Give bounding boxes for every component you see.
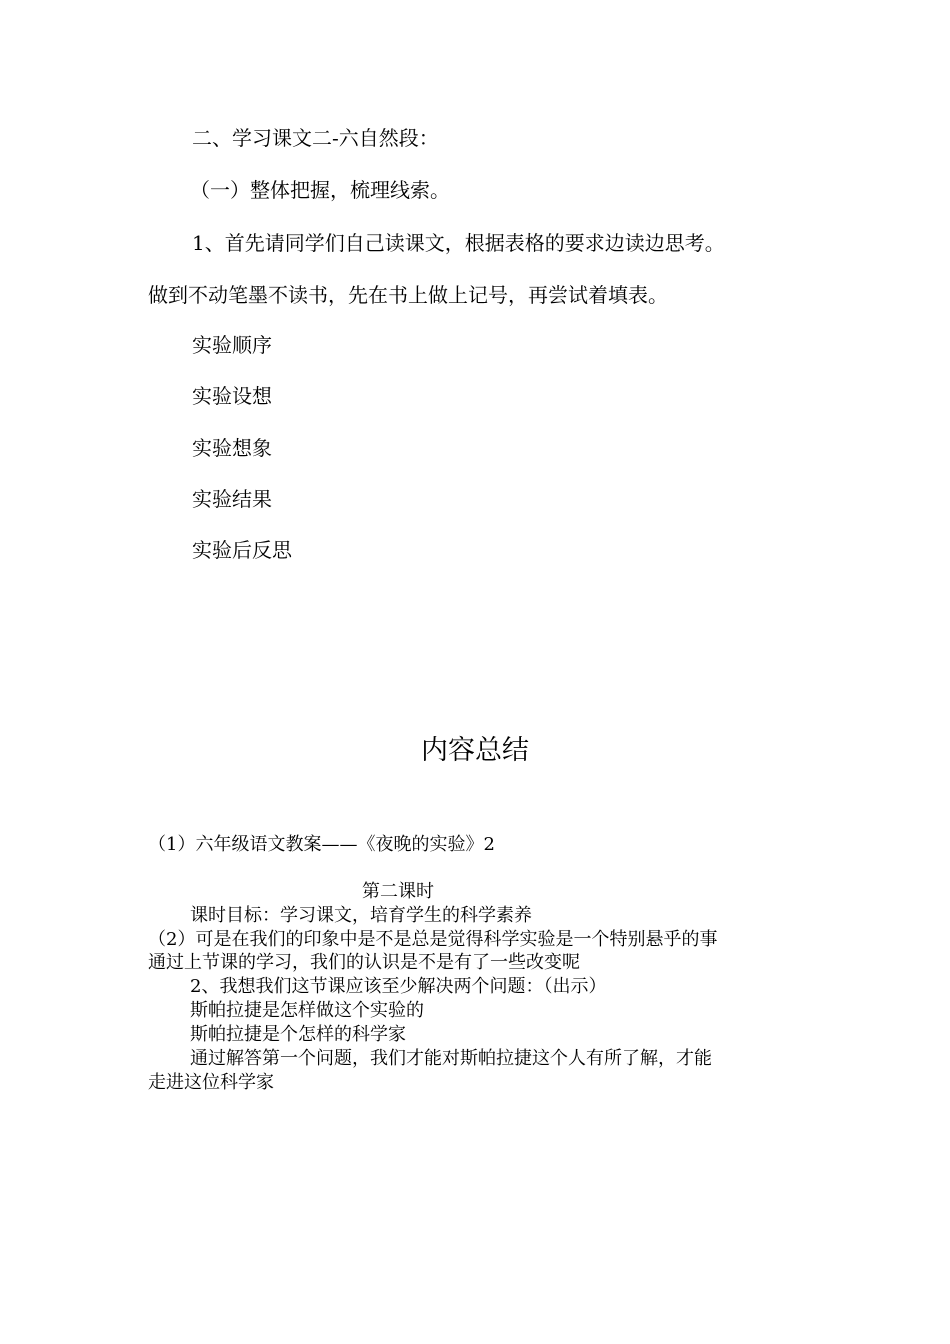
list-item-experiment-reflection: 实验后反思 <box>192 538 292 562</box>
summary-line-lesson-plan-title: （1）六年级语文教案——《夜晚的实验》2 <box>148 834 495 855</box>
summary-line-impression: （2）可是在我们的印象中是不是总是觉得科学实验是一个特别悬乎的事 <box>148 929 718 950</box>
section-heading: 二、学习课文二-六自然段： <box>192 126 439 150</box>
subsection-heading: （一）整体把握，梳理线索。 <box>190 178 450 202</box>
instruction-paragraph-line-2: 做到不动笔墨不读书，先在书上做上记号，再尝试着填表。 <box>148 283 668 307</box>
list-item-experiment-hypothesis: 实验设想 <box>192 384 272 408</box>
summary-title: 内容总结 <box>421 735 529 766</box>
list-item-experiment-imagination: 实验想象 <box>192 436 272 460</box>
instruction-paragraph-line-1: 1、首先请同学们自己读课文，根据表格的要求边读边思考。 <box>192 231 725 255</box>
summary-line-two-questions: 2、我想我们这节课应该至少解决两个问题：（出示） <box>190 976 607 997</box>
summary-line-objective: 课时目标：学习课文，培育学生的科学素养 <box>190 905 532 926</box>
summary-line-second-period: 第二课时 <box>362 881 434 902</box>
summary-line-scientist: 走进这位科学家 <box>148 1072 274 1093</box>
summary-line-previous-lesson: 通过上节课的学习，我们的认识是不是有了一些改变呢 <box>148 952 580 973</box>
summary-line-question-2: 斯帕拉捷是个怎样的科学家 <box>190 1024 406 1045</box>
summary-line-question-1: 斯帕拉捷是怎样做这个实验的 <box>190 1000 424 1021</box>
list-item-experiment-result: 实验结果 <box>192 487 272 511</box>
summary-line-answer-first: 通过解答第一个问题，我们才能对斯帕拉捷这个人有所了解，才能 <box>190 1048 712 1069</box>
list-item-experiment-order: 实验顺序 <box>192 333 272 357</box>
